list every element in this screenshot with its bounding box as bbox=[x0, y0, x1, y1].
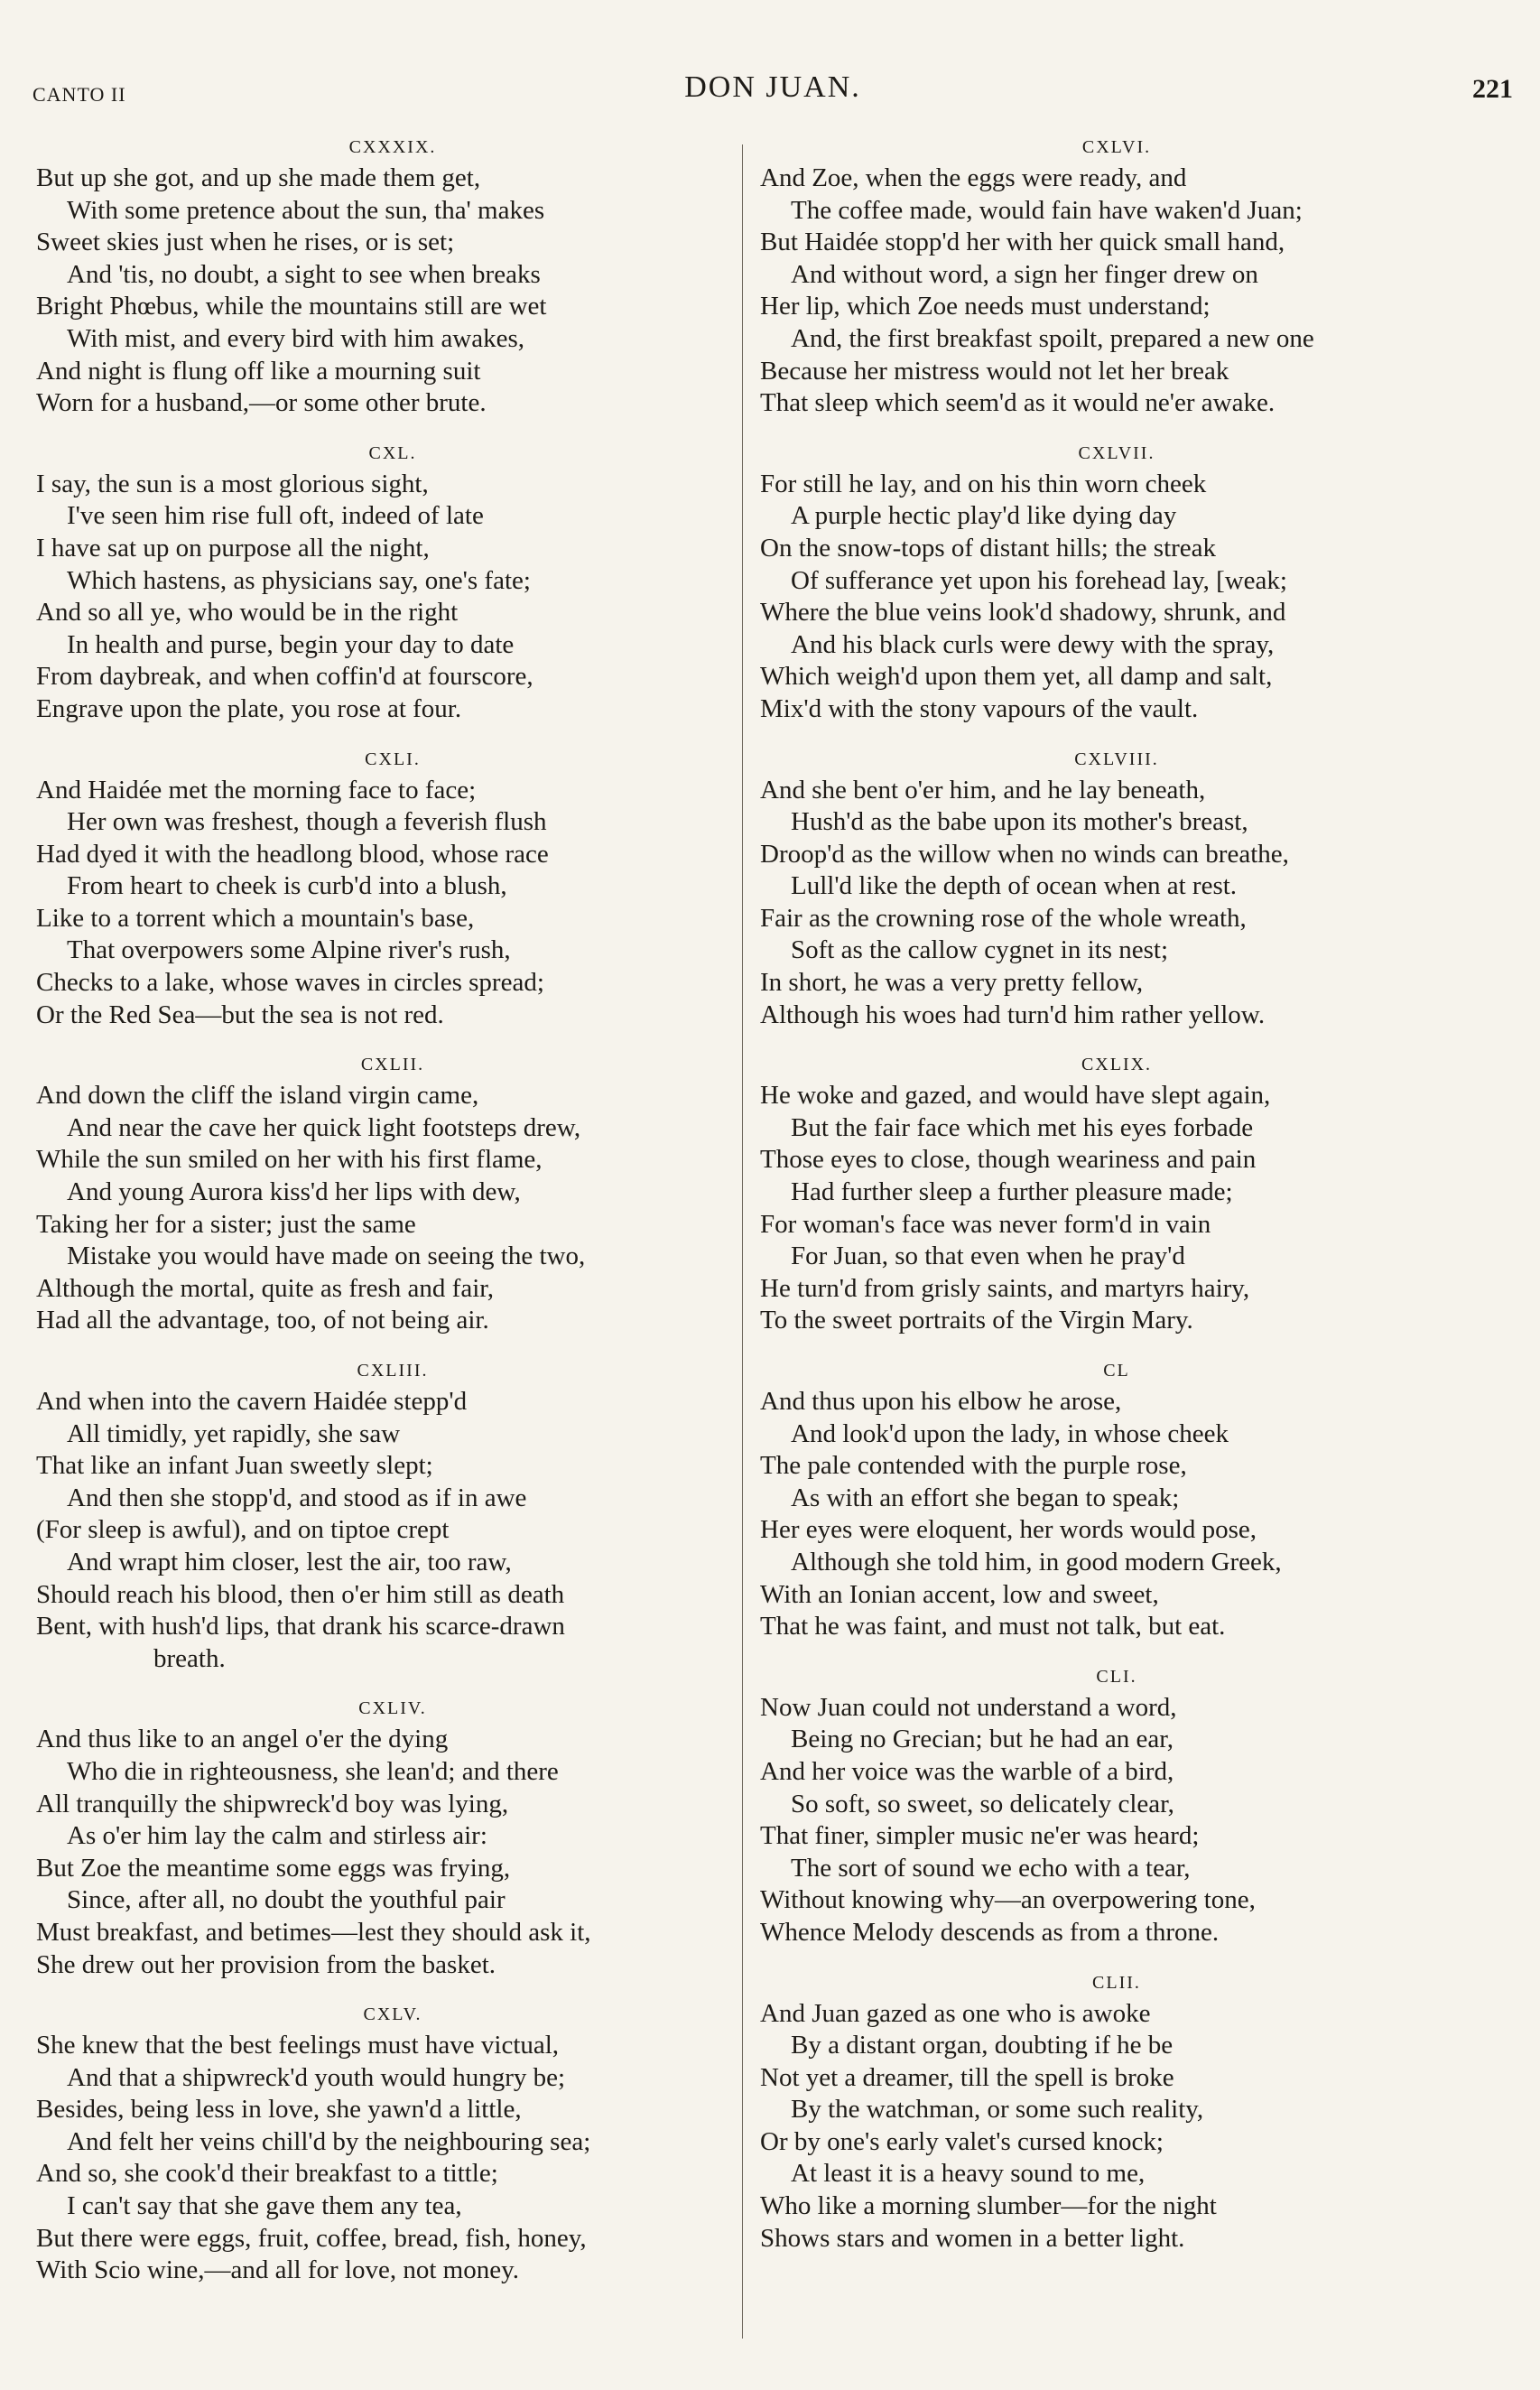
verse-line: Engrave upon the plate, you rose at four. bbox=[36, 693, 462, 723]
verse-line: But the fair face which met his eyes forbade bbox=[791, 1112, 1254, 1142]
stanza-number: CXLIX. bbox=[1081, 1055, 1153, 1075]
verse-line: Without knowing why—an overpowering tone, bbox=[760, 1885, 1256, 1915]
stanza-number: CXL. bbox=[368, 442, 417, 463]
verse-line: And without word, a sign her finger drew on bbox=[791, 259, 1258, 289]
verse-line: And down the cliff the island virgin came, bbox=[36, 1081, 479, 1111]
verse-line: He turn'd from grisly saints, and martyrs hairy, bbox=[760, 1273, 1250, 1303]
verse-line: The coffee made, would fain have waken'd Juan; bbox=[791, 195, 1303, 225]
verse-line: And Zoe, when the eggs were ready, and bbox=[760, 163, 1187, 192]
verse-line: And felt her veins chill'd by the neighbouring sea; bbox=[67, 2126, 591, 2156]
verse-line: The sort of sound we echo with a tear, bbox=[791, 1853, 1191, 1883]
verse-line: From daybreak, and when coffin'd at fourscore, bbox=[36, 662, 533, 692]
verse-line: (For sleep is awful), and on tiptoe crept bbox=[36, 1515, 450, 1545]
page-number: 221 bbox=[1472, 74, 1513, 104]
verse-line: Who like a morning slumber—for the night bbox=[760, 2191, 1217, 2221]
verse-line: So soft, so sweet, so delicately clear, bbox=[791, 1789, 1174, 1818]
verse-line: Or the Red Sea—but the sea is not red. bbox=[36, 1000, 444, 1029]
verse-line: Not yet a dreamer, till the spell is broke bbox=[760, 2062, 1174, 2092]
verse-line: But up she got, and up she made them get, bbox=[36, 163, 481, 192]
verse-line: And near the cave her quick light footsteps drew, bbox=[67, 1112, 581, 1142]
stanza bbox=[36, 748, 749, 1032]
verse-line: Had all the advantage, too, of not being air. bbox=[36, 1306, 489, 1335]
verse-line: Hush'd as the babe upon its mother's breast, bbox=[791, 807, 1248, 837]
verse-line: Checks to a lake, whose waves in circles spread; bbox=[36, 968, 544, 998]
stanza-number: CXLIV. bbox=[358, 1698, 427, 1719]
stanza bbox=[36, 1697, 749, 1981]
verse-line: And she bent o'er him, and he lay beneath, bbox=[760, 775, 1206, 804]
stanza bbox=[36, 2003, 749, 2287]
verse-line: Whence Melody descends as from a throne. bbox=[760, 1917, 1220, 1947]
verse-line: And so, she cook'd their breakfast to a tittle; bbox=[36, 2159, 498, 2189]
right-column bbox=[760, 135, 1473, 2276]
verse-line: And when into the cavern Haidée stepp'd bbox=[36, 1387, 468, 1416]
verse-line: That sleep which seem'd as it would ne'er awake. bbox=[760, 388, 1276, 418]
verse-line: Being no Grecian; but he had an ear, bbox=[791, 1725, 1174, 1754]
verse-line: Besides, being less in love, she yawn'd a little, bbox=[36, 2095, 522, 2125]
stanza-number: CXLVIII. bbox=[1074, 749, 1159, 769]
verse-line: But Haidée stopp'd her with her quick small hand, bbox=[760, 228, 1285, 257]
verse-line: Soft as the callow cygnet in its nest; bbox=[791, 935, 1169, 965]
verse-line: That like an infant Juan sweetly slept; bbox=[36, 1451, 433, 1481]
verse-line: The pale contended with the purple rose, bbox=[760, 1451, 1187, 1481]
verse-line: Which hastens, as physicians say, one's fate; bbox=[67, 565, 531, 595]
stanza bbox=[760, 135, 1473, 420]
verse-line: I can't say that she gave them any tea, bbox=[67, 2191, 462, 2221]
verse-line: Worn for a husband,—or some other brute. bbox=[36, 388, 487, 418]
verse-line: And look'd upon the lady, in whose cheek bbox=[791, 1418, 1229, 1448]
verse-line: With an Ionian accent, low and sweet, bbox=[760, 1579, 1159, 1609]
verse-line: For woman's face was never form'd in vain bbox=[760, 1209, 1211, 1239]
verse-line: She drew out her provision from the basket. bbox=[36, 1949, 496, 1979]
verse-line: And her voice was the warble of a bird, bbox=[760, 1756, 1174, 1786]
stanza-number: CLI. bbox=[1096, 1666, 1137, 1687]
verse-line: breath. bbox=[153, 1643, 226, 1673]
stanza bbox=[760, 1665, 1473, 1949]
stanza bbox=[36, 442, 749, 726]
verse-line: As o'er him lay the calm and stirless air: bbox=[67, 1821, 487, 1851]
stanza-number: CXLV. bbox=[363, 2004, 422, 2025]
stanza-number: CXLVI. bbox=[1081, 137, 1152, 157]
verse-line: At least it is a heavy sound to me, bbox=[791, 2159, 1146, 2189]
verse-line: Had dyed it with the headlong blood, whose race bbox=[36, 839, 549, 869]
verse-line: Who die in righteousness, she lean'd; and there bbox=[67, 1756, 559, 1786]
verse-line: That he was faint, and must not talk, but eat. bbox=[760, 1612, 1226, 1641]
verse-line: All timidly, yet rapidly, she saw bbox=[67, 1418, 401, 1448]
verse-line: Which weigh'd upon them yet, all damp and salt, bbox=[760, 662, 1273, 692]
verse-line: Mistake you would have made on seeing the two, bbox=[67, 1241, 586, 1271]
verse-line: Shows stars and women in a better light. bbox=[760, 2223, 1185, 2253]
verse-line: Taking her for a sister; just the same bbox=[36, 1209, 416, 1239]
verse-line: Should reach his blood, then o'er him still as death bbox=[36, 1579, 565, 1609]
canto-label: CANTO II bbox=[32, 83, 126, 106]
verse-line: Must breakfast, and betimes—lest they should ask it, bbox=[36, 1917, 591, 1947]
verse-line: Since, after all, no doubt the youthful pair bbox=[67, 1885, 506, 1915]
stanza-number: CXLII. bbox=[360, 1055, 425, 1075]
verse-line: I've seen him rise full oft, indeed of late bbox=[67, 501, 484, 531]
verse-line: He woke and gazed, and would have slept again, bbox=[760, 1081, 1271, 1111]
verse-line: A purple hectic play'd like dying day bbox=[791, 501, 1177, 531]
column-divider bbox=[742, 144, 743, 2339]
verse-line: That overpowers some Alpine river's rush, bbox=[67, 935, 511, 965]
verse-line: Although the mortal, quite as fresh and fair, bbox=[36, 1273, 495, 1303]
verse-line: Her lip, which Zoe needs must understand; bbox=[760, 292, 1211, 321]
stanza-number: CXLIII. bbox=[357, 1361, 429, 1381]
verse-line: I say, the sun is a most glorious sight, bbox=[36, 469, 429, 498]
verse-line: Now Juan could not understand a word, bbox=[760, 1692, 1177, 1722]
verse-line: By the watchman, or some such reality, bbox=[791, 2095, 1204, 2125]
verse-line: Sweet skies just when he rises, or is set; bbox=[36, 228, 455, 257]
verse-line: All tranquilly the shipwreck'd boy was lying, bbox=[36, 1789, 509, 1818]
verse-line: Bright Phœbus, while the mountains still are wet bbox=[36, 292, 547, 321]
stanza-number: CXLVII. bbox=[1078, 442, 1155, 463]
left-column bbox=[36, 135, 749, 2309]
stanza bbox=[760, 1971, 1473, 2255]
verse-line: Lull'd like the depth of ocean when at rest. bbox=[791, 871, 1238, 901]
verse-line: And wrapt him closer, lest the air, too raw, bbox=[67, 1547, 512, 1576]
verse-line: With Scio wine,—and all for love, not money. bbox=[36, 2255, 519, 2285]
verse-line: And thus upon his elbow he arose, bbox=[760, 1387, 1122, 1416]
running-head bbox=[32, 70, 1513, 107]
stanza-number: CXXXIX. bbox=[348, 137, 437, 157]
verse-line: Or by one's early valet's cursed knock; bbox=[760, 2126, 1164, 2156]
verse-line: While the sun smiled on her with his first flame, bbox=[36, 1145, 543, 1175]
verse-line: And, the first breakfast spoilt, prepared a new one bbox=[791, 323, 1314, 353]
verse-line: In health and purse, begin your day to date bbox=[67, 629, 515, 659]
verse-line: Although she told him, in good modern Greek, bbox=[791, 1547, 1282, 1576]
verse-line: Because her mistress would not let her break bbox=[760, 356, 1229, 386]
verse-line: Droop'd as the willow when no winds can breathe, bbox=[760, 839, 1289, 869]
verse-line: She knew that the best feelings must have victual, bbox=[36, 2031, 560, 2060]
verse-line: Of sufferance yet upon his forehead lay, [weak; bbox=[791, 565, 1287, 595]
stanza-number: CLII. bbox=[1092, 1972, 1141, 1993]
stanza bbox=[760, 748, 1473, 1032]
stanza bbox=[760, 1359, 1473, 1643]
stanza bbox=[36, 135, 749, 420]
page-title: DON JUAN. bbox=[684, 70, 861, 104]
verse-line: That finer, simpler music ne'er was heard; bbox=[760, 1821, 1200, 1851]
verse-line: And thus like to an angel o'er the dying bbox=[36, 1725, 449, 1754]
verse-line: From heart to cheek is curb'd into a blush, bbox=[67, 871, 507, 901]
verse-line: Fair as the crowning rose of the whole wreath, bbox=[760, 903, 1247, 933]
verse-line: For still he lay, and on his thin worn cheek bbox=[760, 469, 1207, 498]
verse-line: To the sweet portraits of the Virgin Mary. bbox=[760, 1306, 1193, 1335]
verse-line: Her eyes were eloquent, her words would pose, bbox=[760, 1515, 1257, 1545]
verse-line: But there were eggs, fruit, coffee, bread, fish, honey, bbox=[36, 2223, 587, 2253]
verse-line: Bent, with hush'd lips, that drank his scarce-drawn bbox=[36, 1612, 565, 1641]
verse-line: And that a shipwreck'd youth would hungry be; bbox=[67, 2062, 566, 2092]
verse-line: In short, he was a very pretty fellow, bbox=[760, 968, 1144, 998]
stanza-number: CXLI. bbox=[365, 749, 421, 769]
verse-line: With mist, and every bird with him awakes, bbox=[67, 323, 525, 353]
verse-line: And Haidée met the morning face to face; bbox=[36, 775, 477, 804]
verse-line: Mix'd with the stony vapours of the vault. bbox=[760, 693, 1199, 723]
stanza bbox=[760, 1053, 1473, 1337]
verse-line: And night is flung off like a mourning suit bbox=[36, 356, 481, 386]
stanza bbox=[36, 1053, 749, 1337]
verse-line: And then she stopp'd, and stood as if in awe bbox=[67, 1483, 527, 1512]
verse-line: I have sat up on purpose all the night, bbox=[36, 533, 430, 563]
stanza-number: CL bbox=[1103, 1361, 1130, 1381]
stanza bbox=[760, 442, 1473, 726]
verse-line: On the snow-tops of distant hills; the streak bbox=[760, 533, 1217, 563]
verse-line: And so all ye, who would be in the right bbox=[36, 598, 459, 628]
verse-line: By a distant organ, doubting if he be bbox=[791, 2031, 1174, 2060]
verse-line: Had further sleep a further pleasure made; bbox=[791, 1177, 1233, 1207]
verse-line: Like to a torrent which a mountain's base, bbox=[36, 903, 475, 933]
verse-line: But Zoe the meantime some eggs was frying, bbox=[36, 1853, 511, 1883]
verse-line: And young Aurora kiss'd her lips with dew, bbox=[67, 1177, 521, 1207]
verse-line: As with an effort she began to speak; bbox=[791, 1483, 1180, 1512]
stanza bbox=[36, 1359, 749, 1675]
verse-line: Her own was freshest, though a feverish flush bbox=[67, 807, 547, 837]
verse-line: Although his woes had turn'd him rather yellow. bbox=[760, 1000, 1266, 1029]
verse-line: Those eyes to close, though weariness and pain bbox=[760, 1145, 1257, 1175]
verse-line: Where the blue veins look'd shadowy, shrunk, and bbox=[760, 598, 1286, 628]
verse-line: For Juan, so that even when he pray'd bbox=[791, 1241, 1185, 1271]
verse-line: And his black curls were dewy with the spray, bbox=[791, 629, 1275, 659]
verse-line: With some pretence about the sun, tha' makes bbox=[67, 195, 545, 225]
verse-line: And Juan gazed as one who is awoke bbox=[760, 1998, 1151, 2028]
verse-line: And 'tis, no doubt, a sight to see when breaks bbox=[67, 259, 541, 289]
